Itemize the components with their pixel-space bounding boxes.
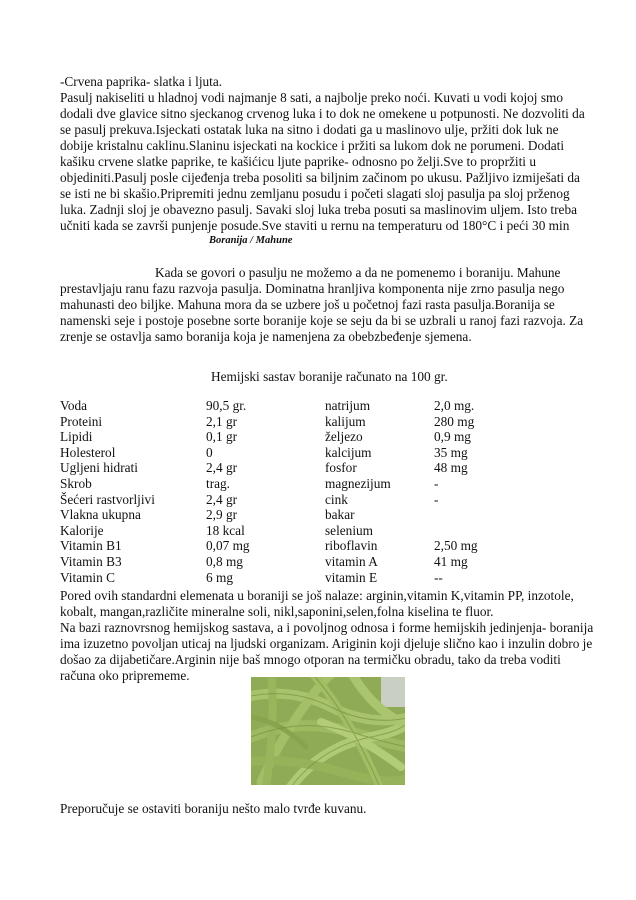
- nutrient-value: 18 kcal: [206, 522, 245, 538]
- mineral-value: 35 mg: [434, 444, 468, 460]
- text-line: Na bazi raznovrsnog hemijskog sastava, a i povoljnog odnosa i forme hemijskih jedinjenja- boranija: [60, 620, 594, 635]
- nutrient-name: Skrob: [60, 475, 92, 491]
- nutrient-name: Lipidi: [60, 429, 93, 445]
- nutrient-value: 0,1 gr: [206, 429, 238, 445]
- text-line: mahunasti deo biljke. Mahuna mora da se uzbere još u početnoj fazi rasta pasulja.Boranija se: [60, 297, 555, 312]
- nutrient-value: 0,07 mg: [206, 538, 250, 554]
- mineral-name: natrijum: [325, 398, 371, 413]
- text-line: se pasulj prekuva.Isjeckati ostatak luka na sitno i dodati ga u maslinovo ulje, pržiti dok luk ne: [60, 122, 559, 137]
- mineral-name: kalijum: [325, 413, 366, 429]
- table-title: Hemijski sastav boranije računato na 100 gr.: [211, 369, 448, 384]
- nutrient-name: Vitamin B1: [60, 538, 122, 554]
- text-line: prestavljaju ranu fazu razvoja pasulja. Dominatna hranljiva komponenta nije zrno pasulja nego: [60, 281, 565, 296]
- text-line: Pasulj nakiseliti u hladnoj vodi najmanje 8 sati, a najbolje preko noći. Kuvati u vodi kojoj smo: [60, 90, 563, 105]
- text-line: Kada se govori o pasulju ne možemo a da ne pomenemo i boraniju. Mahune: [155, 265, 561, 280]
- text-line: dodali dve glavice sitno sjeckanog crvenog luka i to dok ne omekene u potpunosti. Ne dozvoliti da: [60, 106, 585, 121]
- nutrient-value: 0,8 mg: [206, 553, 243, 569]
- nutrient-name: Vitamin C: [60, 569, 115, 585]
- nutrient-name: Holesterol: [60, 444, 116, 460]
- mineral-value: 41 mg: [434, 553, 468, 569]
- nutrient-value: trag.: [206, 475, 230, 491]
- nutrient-name: Proteini: [60, 413, 103, 429]
- nutrient-value: 2,4 gr: [206, 460, 238, 476]
- mineral-name: magnezijum: [325, 475, 391, 491]
- nutrient-name: Ugljeni hidrati: [60, 460, 138, 476]
- nutrient-value: 0: [206, 444, 213, 460]
- mineral-value: 2,50 mg: [434, 538, 478, 554]
- mineral-name: kalcijum: [325, 444, 372, 460]
- nutrient-name: Šećeri rastvorljivi: [60, 491, 155, 507]
- text-line: namenski seje i postoje posebne sorte boranije koje se seju da bi se uzbrali u ranoj fazi razvoja. Za: [60, 313, 584, 328]
- mineral-name: vitamin E: [325, 569, 378, 585]
- section-heading: Boranija / Mahune: [209, 235, 293, 246]
- mineral-name: fosfor: [325, 460, 357, 476]
- nutrient-value: 2,1 gr: [206, 413, 238, 429]
- nutrient-name: Kalorije: [60, 522, 104, 538]
- text-line: luka. Zadnji sloj je obavezno pasulj. Savaki sloj luka treba posuti sa maslinovim uljem. Isto treba: [60, 202, 578, 217]
- nutrient-value: 90,5 gr.: [206, 398, 247, 413]
- nutrient-value: 2,4 gr: [206, 491, 238, 507]
- nutrient-name: Vitamin B3: [60, 553, 122, 569]
- text-line: -Crvena paprika- slatka i ljuta.: [60, 74, 223, 89]
- mineral-value: 280 mg: [434, 413, 475, 429]
- nutrient-value: 6 mg: [206, 569, 233, 585]
- nutrient-name: Vlakna ukupna: [60, 507, 141, 523]
- text-line: se isti ne bi skašio.Pripremiti jednu zemljanu posudu i početi slagati sloj pasulja pa sloj prženog: [60, 186, 570, 201]
- text-line: ima izuzetno povoljan uticaj na ljudski organizam. Ariginin koji djeluje slično kao i inzulin dobro je: [60, 636, 593, 651]
- nutrient-name: Voda: [60, 398, 88, 413]
- text-line: kobalt, mangan,različite mineralne soli, nikl,saponini,selen,folna kiselina te fluor.: [60, 604, 494, 619]
- mineral-value: 2,0 mg.: [434, 398, 475, 413]
- text-line: objediniti.Pasulj posle cijeđenja treba posoliti sa biljnim začinom po ukusu. Pažljivo izmiješati da: [60, 170, 580, 185]
- mineral-name: cink: [325, 491, 348, 507]
- text-line: dobije kristalnu caklinu.Slaninu isjeckati na kockice i pržiti sa lukom dok ne porumeni. Dodati: [60, 138, 565, 153]
- text-line: kašiku crvene slatke paprike, te kašićicu ljute paprike- odnosno po želji.Sve to propržiti u: [60, 154, 536, 169]
- mineral-name: vitamin A: [325, 553, 378, 569]
- mineral-value: 0,9 mg: [434, 429, 471, 445]
- mineral-name: selenium: [325, 522, 374, 538]
- mineral-name: bakar: [325, 507, 355, 523]
- mineral-value: -: [434, 491, 439, 507]
- mineral-name: riboflavin: [325, 538, 378, 554]
- nutrient-value: 2,9 gr: [206, 507, 238, 523]
- mineral-value: -: [434, 475, 439, 491]
- mineral-name: željezo: [325, 429, 363, 445]
- text-line: učniti kada se završi punjenje posude.Sve staviti u rernu na temperaturu od 180°C i peći 30 min: [60, 218, 570, 233]
- text-line: Pored ovih standardni elemenata u boraniji se još nalaze: arginin,vitamin K,vitamin PP, inzotole,: [60, 588, 574, 603]
- mineral-value: 48 mg: [434, 460, 468, 476]
- text-line: zrenje se ostavlja samo boranija koja je namenjena za obebzbeđenje sjemena.: [60, 329, 472, 344]
- text-line: računa oko priprememe.: [60, 668, 190, 683]
- text-line: došao za dijabetičare.Arginin nije baš mnogo otporan na termičku obradu, tako da treba voditi: [60, 652, 561, 667]
- green-beans-photo: [251, 677, 405, 785]
- mineral-value: --: [434, 569, 443, 585]
- closing-line: Preporučuje se ostaviti boraniju nešto malo tvrđe kuvanu.: [60, 801, 367, 816]
